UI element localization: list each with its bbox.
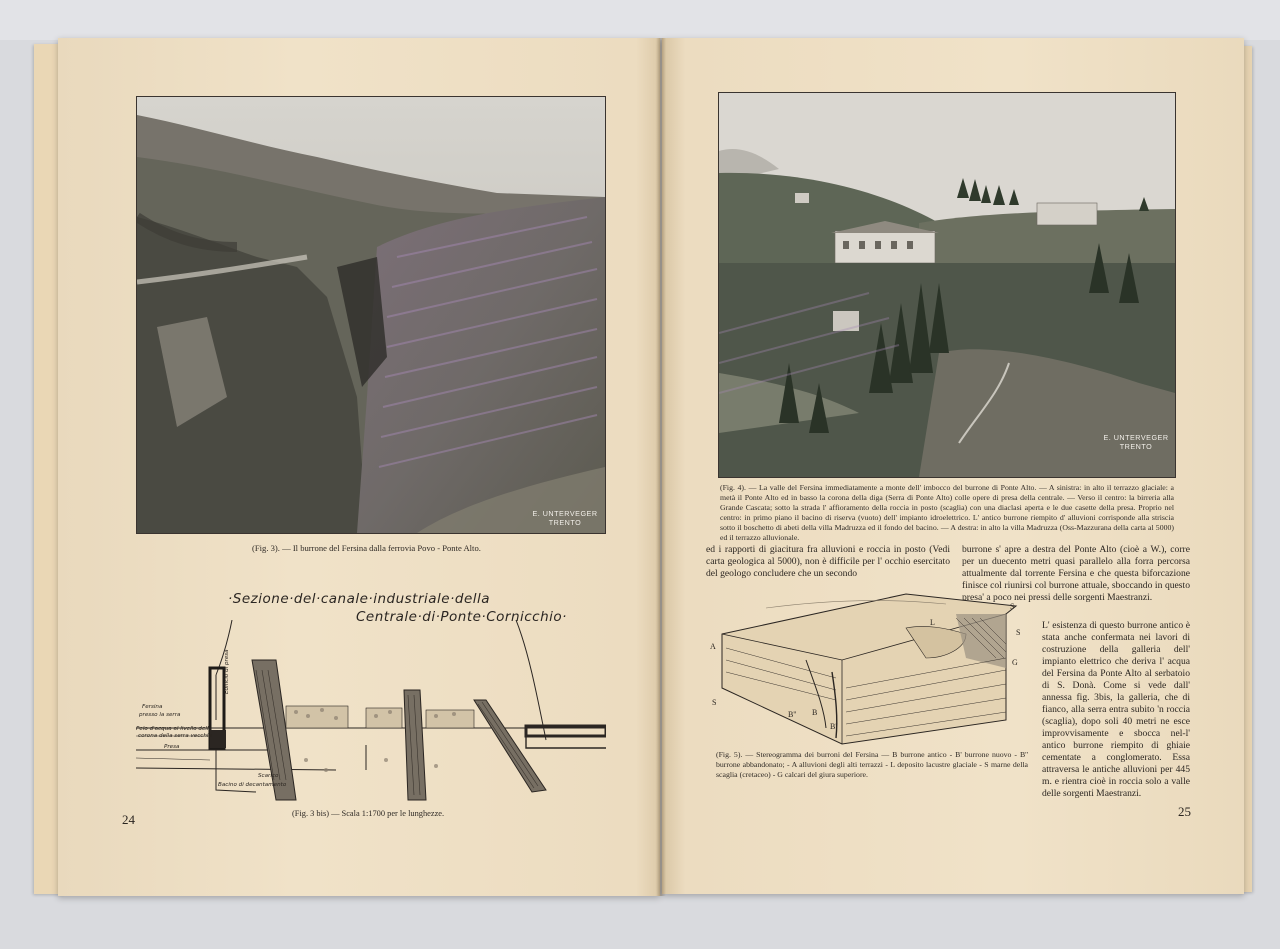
- body-column-right-bottom: L' esistenza di questo burrone antico è stata anche confermata nei lavori di costruzione della galleria dell' impianto elettrico che deriva l' acqua del Fersina da Ponte Alto al serbatoio di S. Donà. Come si vede dall' annessa fig. 3bis, la galleria, che di fianco, alla serra entra subito 'n roccia (scaglia), dopo soli 40 metri ne esce improvvisamente e sbocca nel-l' antico burrone riempito di ghiaie cementate a conglomerato. Essa attraversa le antiche alluvioni per 445 m. e rientra cioè in roccia solo a valle delle sorgenti Maestranzi.: [1042, 620, 1190, 799]
- stereogram-figure: [706, 588, 1032, 746]
- label-pelo-acqua: Pelo d'acqua al livello della: [136, 726, 212, 732]
- caption-fig5: (Fig. 5). — Stereogramma dei burroni del Fersina — B burrone antico - B' burrone nuovo - B'' burrone abbandonato; - A alluvioni degli alti terrazzi - L deposito lacustre glaciale - S marne della scaglia (cretaceo) - G calcari del giura superiore.: [716, 750, 1028, 779]
- label-bacino: Bacino di decantamento: [218, 782, 287, 788]
- stereogram-label-A: A: [710, 642, 716, 651]
- diagram-title-line2: Centrale·di·Ponte·Cornicchio·: [356, 609, 567, 625]
- valley-photo-illustration: [719, 93, 1175, 477]
- gorge-photo-illustration: [137, 97, 605, 533]
- label-corona: corona della serra vecchia: [138, 733, 212, 739]
- photographer-stamp-fig3: [527, 509, 603, 527]
- body-column-left: ed i rapporti di giacitura fra alluvioni e roccia in posto (Vedi carta geologica al 5000), non è difficile per l' occhio esercitato del geologo concludere che un secondo: [706, 544, 950, 579]
- stereogram-label-S-side: S: [1016, 628, 1021, 637]
- caption-fig3: (Fig. 3). — Il burrone del Fersina dalla ferrovia Povo - Ponte Alto.: [252, 543, 481, 553]
- photo-fig3-gorge: [136, 96, 606, 534]
- label-presso-la-serra: presso la serra: [139, 712, 181, 718]
- body-column-right-top: burrone s' apre a destra del Ponte Alto (cioè a W.), corre per un duecento metri quasi parallelo alla forra percorsa attualmente dal torrente Fersina e che questa biforcazione finisce col riunirsi col burrone attuale, sboccando in questo presa' a poco nei pressi delle sorgenti Maestranzi.: [962, 544, 1190, 603]
- label-scarico: Scarico: [258, 773, 279, 779]
- label-edificio: Edificio di presa: [224, 649, 230, 694]
- page-number-left: 24: [122, 812, 135, 827]
- stereogram-label-G: G: [1012, 658, 1018, 667]
- stereogram-label-B-prime: B': [830, 722, 837, 731]
- photo-fig4-valley: [718, 92, 1176, 478]
- stereogram-label-S: S: [712, 698, 717, 707]
- canal-section-diagram: [136, 620, 606, 810]
- caption-fig3bis: (Fig. 3 bis) — Scala 1:1700 per le lunghezze.: [292, 809, 445, 818]
- stamp-name-right: E. UNTERVEGER: [1103, 433, 1169, 442]
- label-presa: Presa: [164, 744, 180, 750]
- stereogram-label-B-double-prime: B'': [788, 710, 797, 719]
- book-spine: [656, 38, 666, 896]
- caption-fig4: (Fig. 4). — La valle del Fersina immediatamente a monte dell' imbocco del burrone di Ponte Alto. — A sinistra: in alto il terrazzo glaciale: a metà il Ponte Alto ed in basso la corona della diga (Serra di Ponte Alto) colle opere di presa della centrale. — Verso il centro: la birreria alla Grande Cascata; sotto la strada l' affioramento della roccia in posto (scaglia) con una diaclasi aperta e le due casette della presa. Proprio nel centro: in primo piano il bacino di riserva (vuoto) dell' impianto idroelettrico. L' antico burrone riempito d' alluvioni corrisponde alla striscia sotto il boschetto di abeti della villa Madruzza ed il fondo del bacino. — A destra: in alto la villa Madruzza (Oss-Mazzurana della carta al 5000) ed il terrazzo alluvionale.: [720, 483, 1174, 542]
- background-top: [0, 0, 1280, 40]
- stamp-city: TRENTO: [548, 518, 582, 527]
- stereogram-block-drawing: [706, 588, 1032, 746]
- stamp-city-right: TRENTO: [1119, 442, 1153, 451]
- stereogram-label-B: B: [812, 708, 818, 717]
- diagram-title-line1: ·Sezione·del·canale·industriale·della: [228, 591, 491, 607]
- stamp-name: E. UNTERVEGER: [532, 509, 598, 518]
- stereogram-label-S-top: S: [1010, 602, 1015, 611]
- stereogram-label-L: L: [930, 618, 935, 627]
- label-fersina: Fersina: [142, 704, 163, 710]
- page-number-right: 25: [1178, 804, 1191, 819]
- photographer-stamp-fig4: [1099, 433, 1173, 451]
- canal-section-drawing: [136, 620, 606, 810]
